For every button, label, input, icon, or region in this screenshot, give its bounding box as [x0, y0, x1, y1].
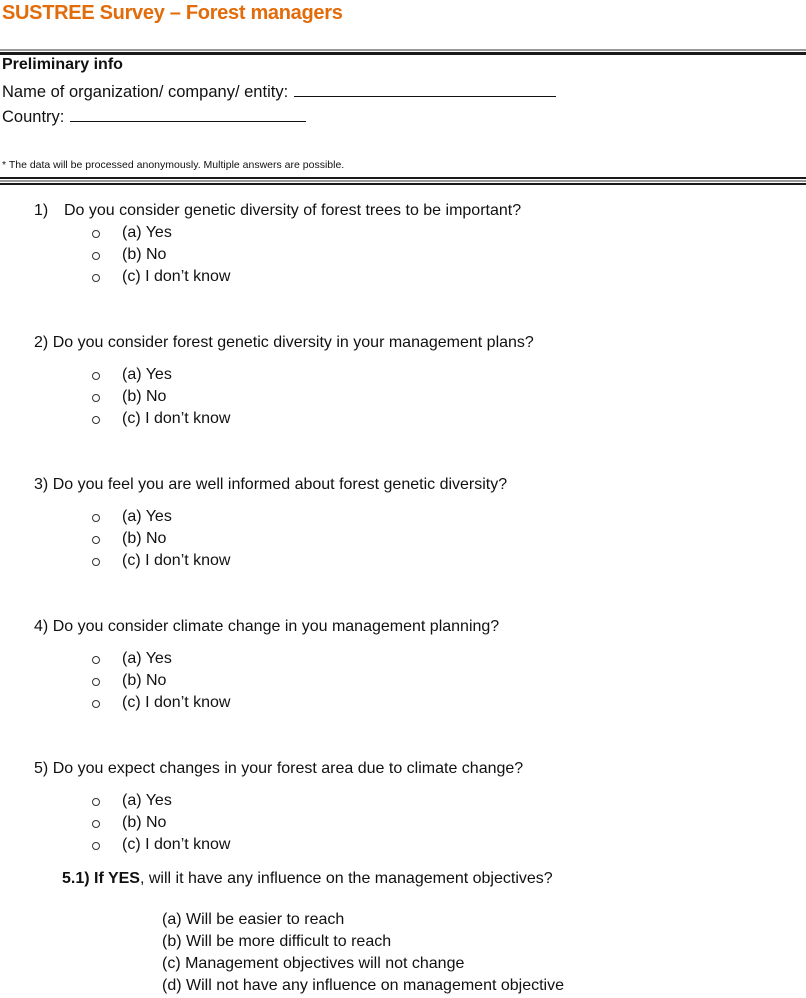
radio-circle-icon[interactable] [92, 558, 100, 566]
radio-circle-icon[interactable] [92, 416, 100, 424]
sub-option-no-influence[interactable]: (d) Will not have any influence on management objective [162, 977, 564, 994]
country-field-input[interactable] [70, 107, 306, 122]
country-field-label: Country: [2, 108, 65, 126]
country-field-row [2, 107, 306, 127]
radio-circle-icon[interactable] [92, 514, 100, 522]
option-label: (b) No [122, 530, 167, 547]
question-2 [34, 334, 534, 352]
survey-title: SUSTREE Survey – Forest managers [2, 2, 343, 24]
question-text: Do you consider forest genetic diversity in your management plans? [52, 334, 534, 351]
question-number: 5) [34, 760, 49, 777]
question-3 [34, 476, 507, 494]
radio-circle-icon[interactable] [92, 230, 100, 238]
radio-circle-icon[interactable] [92, 394, 100, 402]
question-text: Do you consider climate change in you management planning? [52, 618, 500, 635]
option-label: (b) No [122, 814, 167, 831]
option-label: (c) I don’t know [122, 552, 231, 569]
organization-field-input[interactable] [294, 82, 556, 97]
option-label: (c) I don’t know [122, 836, 231, 853]
question-4 [34, 618, 499, 636]
option-label: (c) I don’t know [122, 268, 231, 285]
question-text: Do you consider genetic diversity of forest trees to be important? [64, 202, 522, 219]
option-label: (b) No [122, 388, 167, 405]
preliminary-heading: Preliminary info [2, 56, 123, 73]
anonymity-note: * The data will be processed anonymously. Multiple answers are possible. [2, 159, 345, 171]
sub-question-condition: If YES [94, 870, 140, 887]
radio-circle-icon[interactable] [92, 842, 100, 850]
radio-circle-icon[interactable] [92, 274, 100, 282]
radio-circle-icon[interactable] [92, 536, 100, 544]
option-label: (a) Yes [122, 366, 172, 383]
option-label: (c) I don’t know [122, 410, 231, 427]
radio-circle-icon[interactable] [92, 820, 100, 828]
question-number: 3) [34, 476, 49, 493]
question-1 [34, 202, 521, 220]
option-label: (a) Yes [122, 224, 172, 241]
radio-circle-icon[interactable] [92, 656, 100, 664]
question-text: Do you feel you are well informed about forest genetic diversity? [52, 476, 508, 493]
question-number: 1) [34, 202, 49, 219]
sub-option-more-difficult[interactable]: (b) Will be more difficult to reach [162, 933, 392, 950]
sub-question-text: , will it have any influence on the management objectives? [139, 870, 553, 887]
option-label: (a) Yes [122, 508, 172, 525]
option-label: (b) No [122, 672, 167, 689]
sub-question-5-1 [62, 870, 553, 888]
radio-circle-icon[interactable] [92, 252, 100, 260]
question-text: Do you expect changes in your forest area due to climate change? [52, 760, 524, 777]
option-label: (b) No [122, 246, 167, 263]
bottom-divider [0, 177, 806, 185]
radio-circle-icon[interactable] [92, 798, 100, 806]
sub-option-no-change[interactable]: (c) Management objectives will not change [162, 955, 465, 972]
question-number: 2) [34, 334, 49, 351]
sub-option-easier[interactable]: (a) Will be easier to reach [162, 911, 345, 928]
organization-field-row [2, 82, 556, 102]
option-label: (c) I don’t know [122, 694, 231, 711]
option-label: (a) Yes [122, 650, 172, 667]
question-number: 4) [34, 618, 49, 635]
radio-circle-icon[interactable] [92, 372, 100, 380]
question-5 [34, 760, 523, 778]
organization-field-label: Name of organization/ company/ entity: [2, 83, 289, 101]
radio-circle-icon[interactable] [92, 700, 100, 708]
option-label: (a) Yes [122, 792, 172, 809]
sub-question-number: 5.1) [62, 870, 90, 887]
radio-circle-icon[interactable] [92, 678, 100, 686]
top-divider [0, 49, 806, 55]
